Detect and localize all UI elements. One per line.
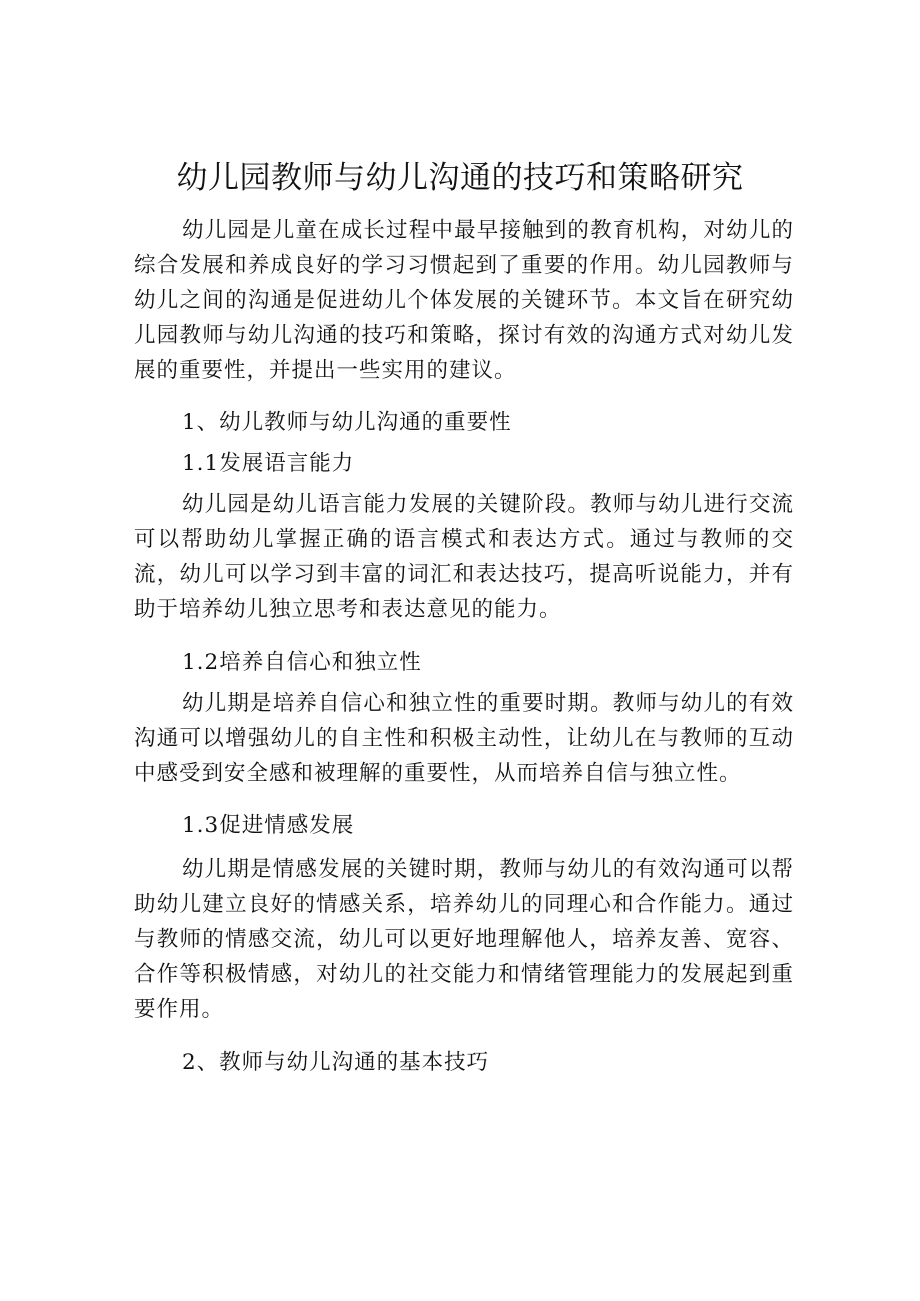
subsection-1-3-heading: 1.3促进情感发展 bbox=[182, 813, 355, 838]
section-1-heading: 1、幼儿教师与幼儿沟通的重要性 bbox=[182, 410, 512, 435]
subsection-1-2-heading: 1.2培养自信心和独立性 bbox=[182, 650, 422, 675]
intro-paragraph: 幼儿园是儿童在成长过程中最早接触到的教育机构，对幼儿的综合发展和养成良好的学习习惯起到了重要的作用。幼儿园教师与幼儿之间的沟通是促进幼儿个体发展的关键环节。本文旨在研究幼儿园教师与幼儿沟通的技巧和策略，探讨有效的沟通方式对幼儿发展的重要性，并提出一些实用的建议。 bbox=[134, 218, 794, 383]
subsection-1-3-paragraph: 幼儿期是情感发展的关键时期，教师与幼儿的有效沟通可以帮助幼儿建立良好的情感关系，培养幼儿的同理心和合作能力。通过与教师的情感交流，幼儿可以更好地理解他人，培养友善、宽容、合作等积极情感，对幼儿的社交能力和情绪管理能力的发展起到重要作用。 bbox=[134, 857, 794, 1022]
subsection-1-1-paragraph: 幼儿园是幼儿语言能力发展的关键阶段。教师与幼儿进行交流可以帮助幼儿掌握正确的语言模式和表达方式。通过与教师的交流，幼儿可以学习到丰富的词汇和表达技巧，提高听说能力，并有助于培养幼儿独立思考和表达意见的能力。 bbox=[134, 492, 794, 622]
document-title: 幼儿园教师与幼儿沟通的技巧和策略研究 bbox=[176, 160, 744, 196]
section-2-heading: 2、教师与幼儿沟通的基本技巧 bbox=[182, 1050, 490, 1075]
subsection-1-1-heading: 1.1发展语言能力 bbox=[182, 451, 355, 476]
subsection-1-2-paragraph: 幼儿期是培养自信心和独立性的重要时期。教师与幼儿的有效沟通可以增强幼儿的自主性和积极主动性，让幼儿在与教师的互动中感受到安全感和被理解的重要性，从而培养自信与独立性。 bbox=[134, 691, 794, 786]
